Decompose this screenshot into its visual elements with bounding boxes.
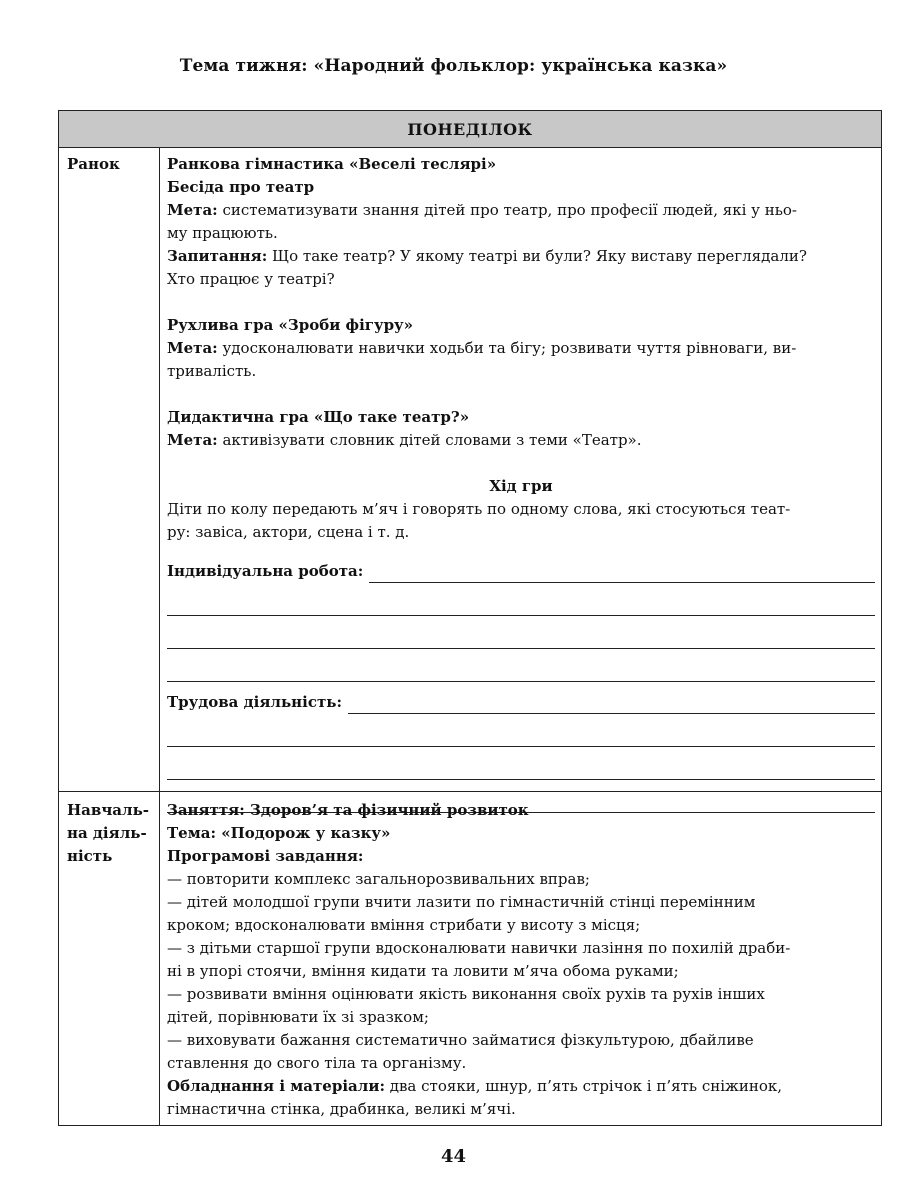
talk-title: Бесіда про театр: [167, 178, 315, 196]
questions: Запитання: Що таке театр? У якому театрі ви були? Яку виставу переглядали?: [167, 247, 807, 265]
talk-goal-cont: му працюють.: [167, 224, 278, 242]
blank-line: [167, 616, 875, 649]
outdoor-goal: Мета: удосконалювати навички ходьби та бігу; розвивати чуття рівноваги, ви-: [167, 339, 797, 357]
labor-row: [167, 691, 875, 714]
row-label-learning: Навчаль- на діяль- ність: [67, 801, 149, 865]
game-course-text: Діти по колу передають м’яч і говорять по одному слова, які стосуються теат-: [167, 500, 791, 518]
game-course-title: Хід гри: [489, 477, 553, 495]
talk-goal: Мета: систематизувати знання дітей про театр, про професії людей, які у ньо-: [167, 201, 797, 219]
task-item-cont: ставлення до свого тіла та організму.: [167, 1054, 467, 1072]
blank-line: [167, 714, 875, 747]
task-item-cont: ні в упорі стоячи, вміння кидати та ловити м’яча обома руками;: [167, 962, 679, 980]
task-item: — виховувати бажання систематично займатися фізкультурою, дбайливе: [167, 1031, 754, 1049]
individual-work-label: Індивідуальна робота:: [167, 562, 364, 580]
goal-label: Мета:: [167, 201, 218, 219]
row-label-morning: Ранок: [67, 155, 120, 173]
equipment-label: Обладнання і матеріали:: [167, 1077, 385, 1095]
blank-line: [167, 747, 875, 780]
blank-line: [167, 649, 875, 682]
outdoor-goal-cont: тривалість.: [167, 362, 257, 380]
outdoor-game-title: Рухлива гра «Зроби фігуру»: [167, 316, 414, 334]
task-item-cont: кроком; вдосконалювати вміння стрибати у висоту з місця;: [167, 916, 641, 934]
task-item: — дітей молодшої групи вчити лазити по гімнастичній стінці перемінним: [167, 893, 756, 911]
goal-label: Мета:: [167, 339, 218, 357]
lesson-title: Заняття: Здоров’я та фізичний розвиток: [167, 801, 529, 819]
fill-line: [369, 566, 875, 583]
didactic-goal: Мета: активізувати словник дітей словами з теми «Театр».: [167, 431, 642, 449]
lesson-topic: Тема: «Подорож у казку»: [167, 824, 391, 842]
column-divider: [159, 147, 160, 1125]
task-item: — з дітьми старшої групи вдосконалювати навички лазіння по похилій драби-: [167, 939, 791, 957]
page-title: Тема тижня: «Народний фольклор: українська казка»: [179, 56, 728, 76]
questions-cont: Хто працює у театрі?: [167, 270, 335, 288]
labor-label: Трудова діяльність:: [167, 693, 342, 711]
individual-work-row: [167, 560, 875, 583]
fill-line: [348, 697, 875, 714]
task-item: — розвивати вміння оцінювати якість виконання своїх рухів та рухів інших: [167, 985, 765, 1003]
equipment: Обладнання і матеріали: два стояки, шнур, п’ять стрічок і п’ять сніжинок,: [167, 1077, 782, 1095]
day-header: ПОНЕДІЛОК: [59, 111, 881, 148]
task-item-cont: дітей, порівнювати їх зі зразком;: [167, 1008, 429, 1026]
equipment-cont: гімнастична стінка, драбинка, великі м’ячі.: [167, 1100, 516, 1118]
task-item: — повторити комплекс загальнорозвивальних вправ;: [167, 870, 590, 888]
plan-table: [58, 110, 882, 1126]
morning-content: [167, 153, 875, 813]
page-number: 44: [440, 1146, 467, 1167]
blank-line: [167, 583, 875, 616]
learning-content: [167, 799, 875, 1121]
gymnastics-title: Ранкова гімнастика «Веселі теслярі»: [167, 155, 497, 173]
game-course-text-cont: ру: завіса, актори, сцена і т. д.: [167, 523, 410, 541]
questions-label: Запитання:: [167, 247, 268, 265]
goal-label: Мета:: [167, 431, 218, 449]
didactic-game-title: Дидактична гра «Що таке театр?»: [167, 408, 470, 426]
tasks-title: Програмові завдання:: [167, 847, 364, 865]
